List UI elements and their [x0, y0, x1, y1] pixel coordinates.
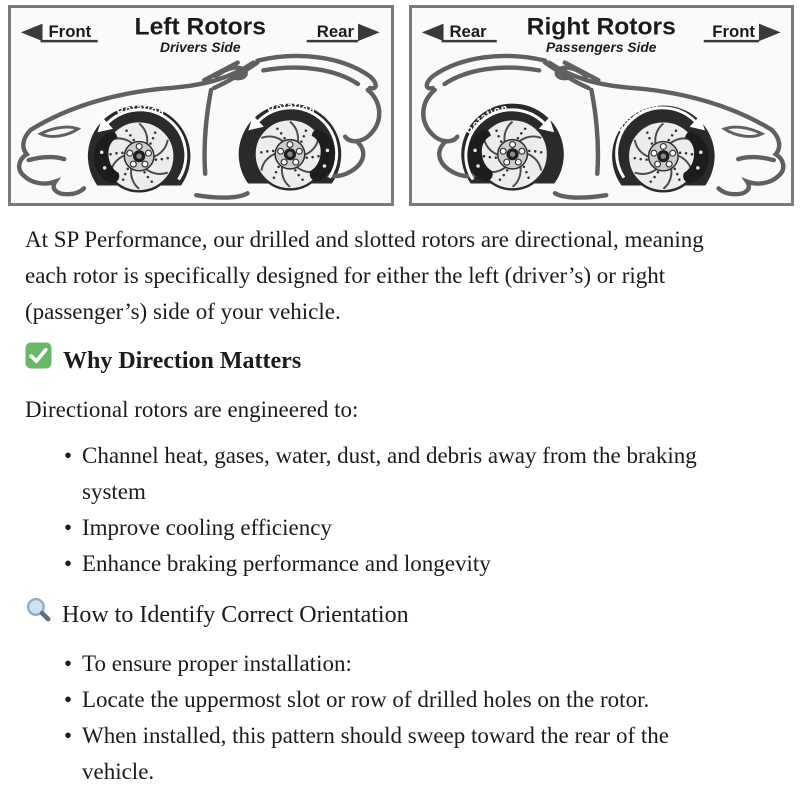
panel-left-label: Front [48, 22, 92, 42]
how-to-identify-heading [25, 596, 775, 634]
list-item: • To ensure proper installation: [64, 646, 732, 682]
magnifying-glass-icon [25, 596, 52, 634]
left-rotors-illustration [11, 8, 391, 203]
list-item: • Channel heat, gases, water, dust, and debris away from the braking system [64, 438, 732, 510]
right-rotors-illustration [412, 8, 792, 203]
heading-text: How to Identify Correct Orientation [62, 602, 409, 628]
list-item: • When installed, this pattern should sweep toward the rear of the vehicle. [64, 718, 732, 790]
rotation-label: Rotation [615, 101, 660, 136]
arrow-left-icon [21, 24, 43, 42]
rotor-direction-diagram [0, 0, 800, 206]
arrow-right-icon [358, 24, 380, 42]
benefits-list [25, 438, 775, 582]
engineered-line: Directional rotors are engineered to: [25, 397, 359, 422]
right-rotors-panel [409, 5, 795, 206]
panel-left-label: Rear [448, 22, 487, 42]
left-rotors-panel [8, 5, 394, 206]
rotation-label: Rotation [266, 101, 317, 118]
rotation-label: Rotation [115, 103, 167, 120]
check-mark-icon [25, 342, 52, 380]
list-item: • Improve cooling efficiency [64, 510, 732, 546]
article-body [0, 206, 800, 790]
installation-steps-list [25, 646, 775, 790]
panel-right-label: Front [711, 22, 755, 42]
panel-subtitle: Passengers Side [545, 39, 656, 55]
panel-title: Right Rotors [526, 13, 676, 41]
list-item: • Enhance braking performance and longevity [64, 546, 732, 582]
list-item: • Locate the uppermost slot or row of drilled holes on the rotor. [64, 682, 732, 718]
why-direction-matters-heading [25, 342, 775, 380]
arrow-left-icon [421, 24, 443, 42]
panel-title: Left Rotors [134, 13, 266, 41]
panel-subtitle: Drivers Side [159, 39, 241, 55]
arrow-right-icon [758, 24, 780, 42]
heading-text: Why Direction Matters [63, 348, 302, 374]
intro-paragraph: At SP Performance, our drilled and slotted rotors are directional, meaning each rotor is specifically designed for either the left (driver’s) or right (passenger’s) side of your vehicle. [25, 227, 704, 324]
panel-right-label: Rear [316, 22, 355, 42]
rotation-label: Rotation [464, 103, 509, 138]
